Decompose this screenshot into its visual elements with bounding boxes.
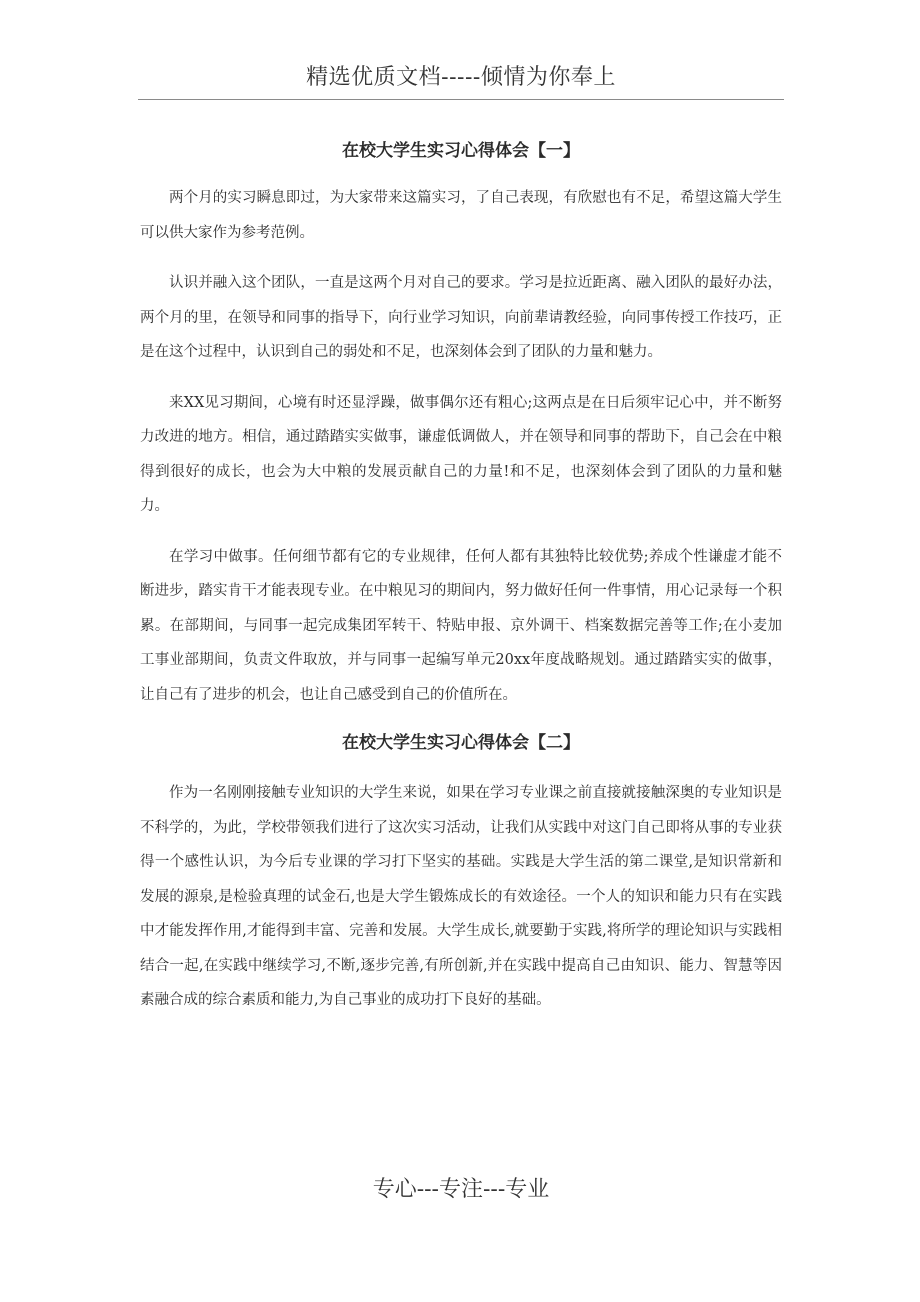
header-divider: [138, 99, 784, 100]
section-1-paragraph-1: 两个月的实习瞬息即过，为大家带来这篇实习，了自己表现，有欣慰也有不足，希望这篇大学生可以供大家作为参考范例。: [140, 190, 782, 241]
page-header: 精选优质文档-----倾情为你奉上: [306, 65, 616, 90]
section-title-1: 在校大学生实习心得体会【一】: [342, 141, 580, 161]
section-title-2: 在校大学生实习心得体会【二】: [342, 733, 580, 753]
page-footer: 专心---专注---专业: [372, 1177, 550, 1202]
section-2-paragraph-1: 作为一名刚刚接触专业知识的大学生来说，如果在学习专业课之前直接就接触深奥的专业知识是不科学的，为此，学校带领我们进行了这次实习活动，让我们从实践中对这门自己即将从事的专业获得一个感性认识，为今后专业课的学习打下坚实的基础。实践是大学生活的第二课堂,是知识常新和发展的源泉,是检验真理的试金石,也是大学生锻炼成长的有效途径。一个人的知识和能力只有在实践中才能发挥作用,才能得到丰富、完善和发展。大学生成长,就要勤于实践,将所学的理论知识与实践相结合一起,在实践中继续学习,不断,逐步完善,有所创新,并在实践中提高自己由知识、能力、智慧等因素融合成的综合素质和能力,为自己事业的成功打下良好的基础。: [140, 785, 782, 1008]
section-1-paragraph-4: 在学习中做事。任何细节都有它的专业规律，任何人都有其独特比较优势;养成个性谦虚才能不断进步，踏实肯干才能表现专业。在中粮见习的期间内，努力做好任何一件事情，用心记录每一个积累。在部期间，与同事一起完成集团军转干、特贴申报、京外调干、档案数据完善等工作;在小麦加工事业部期间，负责文件取放，并与同事一起编写单元20xx年度战略规划。通过踏踏实实的做事，让自己有了进步的机会，也让自己感受到自己的价值所在。: [140, 548, 782, 703]
section-1-paragraph-3: 来XX见习期间，心境有时还显浮躁，做事偶尔还有粗心;这两点是在日后须牢记心中，并不断努力改进的地方。相信，通过踏踏实实做事，谦虚低调做人，并在领导和同事的帮助下，自己会在中粮得到很好的成长，也会为大中粮的发展贡献自己的力量!和不足，也深刻体会到了团队的力量和魅力。: [140, 394, 782, 514]
section-1-paragraph-2: 认识并融入这个团队，一直是这两个月对自己的要求。学习是拉近距离、融入团队的最好办法，两个月的里，在领导和同事的指导下，向行业学习知识，向前辈请教经验，向同事传授工作技巧，正是在这个过程中，认识到自己的弱处和不足，也深刻体会到了团队的力量和魅力。: [140, 275, 782, 360]
document-body: [140, 136, 782, 1034]
